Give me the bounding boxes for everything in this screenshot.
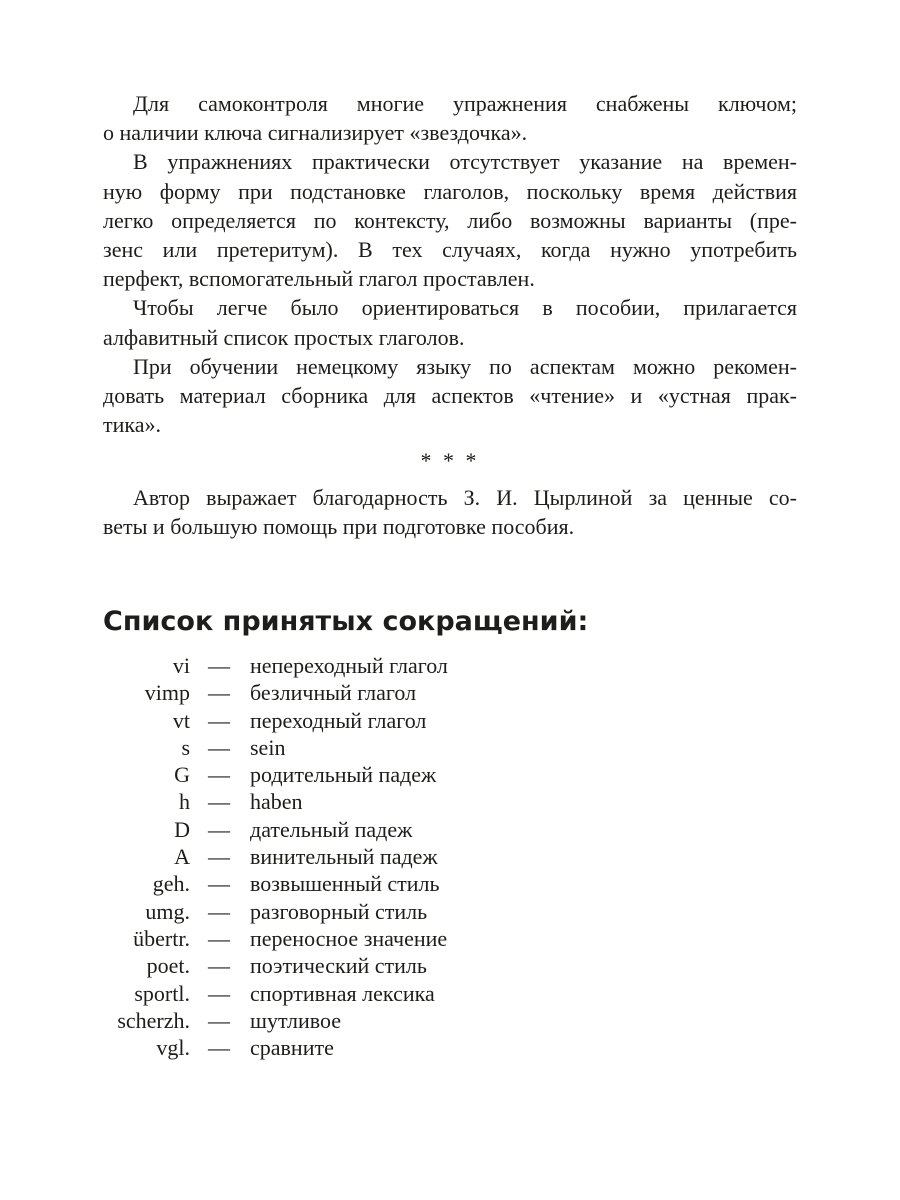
abbreviation-row (95, 925, 655, 952)
abbreviation-dash: — (208, 980, 230, 1006)
text-line: легко определяется по контексту, либо возможны варианты (пре- (103, 207, 797, 233)
abbreviation-dash: — (208, 734, 230, 760)
abbreviation-definition: спортивная лексика (250, 980, 435, 1006)
abbreviation-row (95, 679, 655, 706)
abbreviation-row (95, 952, 655, 979)
paragraph (103, 293, 797, 351)
text-line: зенс или претеритум). В тех случаях, когда нужно употребить (103, 237, 797, 263)
paragraph (103, 147, 797, 293)
abbreviation-definition: безличный глагол (250, 680, 417, 706)
abbreviation-dash: — (208, 925, 230, 951)
text-line: Автор выражает благодарность З. И. Цырлиной за ценные со- (133, 484, 797, 510)
abbreviation-definition: переходный глагол (250, 707, 427, 733)
abbreviation-term: s (181, 734, 190, 760)
abbreviation-row (95, 788, 655, 815)
abbreviation-dash: — (208, 871, 230, 897)
abbreviation-definition: переносное значение (250, 925, 448, 951)
abbreviation-definition: возвышенный стиль (250, 871, 440, 897)
body-text (103, 89, 797, 541)
abbreviation-term: vgl. (156, 1035, 190, 1061)
text-line: алфавитный список простых глаголов. (103, 324, 465, 350)
abbreviation-term: vt (172, 707, 190, 733)
acknowledgement (103, 483, 797, 541)
abbreviation-row (95, 1034, 655, 1061)
abbreviation-definition: дательный падеж (250, 816, 413, 842)
abbreviations-list (95, 652, 655, 1061)
abbreviation-row (95, 816, 655, 843)
text-line: о наличии ключа сигнализирует «звездочка». (103, 120, 528, 146)
abbreviation-dash: — (208, 653, 230, 678)
abbreviation-definition: поэтический стиль (250, 953, 427, 979)
abbreviation-dash: — (208, 1007, 230, 1033)
abbreviation-definition: разговорный стиль (250, 898, 428, 924)
abbreviation-definition: родительный падеж (250, 762, 437, 788)
abbreviation-row (95, 707, 655, 734)
text-line: довать материал сборника для аспектов «чтение» и «устная прак- (103, 383, 797, 409)
section-separator: * * * (420, 448, 480, 474)
abbreviation-dash: — (208, 762, 230, 788)
abbreviation-dash: — (208, 816, 230, 842)
abbreviation-dash: — (208, 844, 230, 870)
paragraph (103, 352, 797, 440)
abbreviation-term: G (174, 762, 190, 788)
text-line: перфект, вспомогательный глагол проставлен. (103, 266, 535, 292)
abbreviation-term: A (174, 844, 190, 870)
abbreviation-definition: sein (250, 734, 286, 760)
abbreviation-term: vimp (144, 680, 190, 706)
abbreviation-row (95, 761, 655, 788)
text-line: Чтобы легче было ориентироваться в пособии, прилагается (133, 295, 797, 321)
abbreviation-row (95, 843, 655, 870)
abbreviation-term: scherzh. (117, 1007, 190, 1033)
abbreviation-dash: — (208, 953, 230, 979)
abbreviation-row (95, 734, 655, 761)
text-line: веты и большую помощь при подготовке пособия. (103, 513, 575, 539)
abbreviation-dash: — (208, 707, 230, 733)
abbreviation-row (95, 652, 655, 679)
text-line: тика». (103, 412, 162, 438)
abbreviation-dash: — (208, 898, 230, 924)
abbreviation-term: umg. (145, 898, 190, 924)
text-line: Для самоконтроля многие упражнения снабжены ключом; (133, 91, 797, 116)
text-line: В упражнениях практически отсутствует указание на времен- (133, 149, 797, 175)
abbreviation-term: poet. (146, 953, 190, 979)
abbreviation-term: h (179, 789, 190, 815)
abbreviation-term: geh. (152, 871, 190, 897)
abbreviation-definition: непереходный глагол (250, 653, 448, 678)
text-line: ную форму при подстановке глаголов, поскольку время действия (103, 178, 797, 204)
abbreviation-row (95, 980, 655, 1007)
abbreviation-dash: — (208, 680, 230, 706)
abbreviation-definition: сравните (250, 1035, 334, 1061)
abbreviation-definition: шутливое (250, 1007, 342, 1033)
abbreviation-dash: — (208, 1035, 230, 1061)
abbreviation-dash: — (208, 789, 230, 815)
abbreviation-term: übertr. (133, 925, 190, 951)
abbreviation-row (95, 1007, 655, 1034)
text-line: При обучении немецкому языку по аспектам можно рекомен- (133, 353, 797, 379)
abbreviation-row (95, 898, 655, 925)
paragraph (103, 89, 797, 147)
abbreviation-definition: haben (250, 789, 303, 815)
abbreviations-heading: Список принятых сокращений: (103, 606, 589, 637)
abbreviation-definition: винительный падеж (250, 844, 438, 870)
abbreviation-row (95, 870, 655, 897)
abbreviation-term: D (174, 816, 190, 842)
abbreviation-term: vi (172, 653, 190, 678)
abbreviation-term: sportl. (134, 980, 190, 1006)
